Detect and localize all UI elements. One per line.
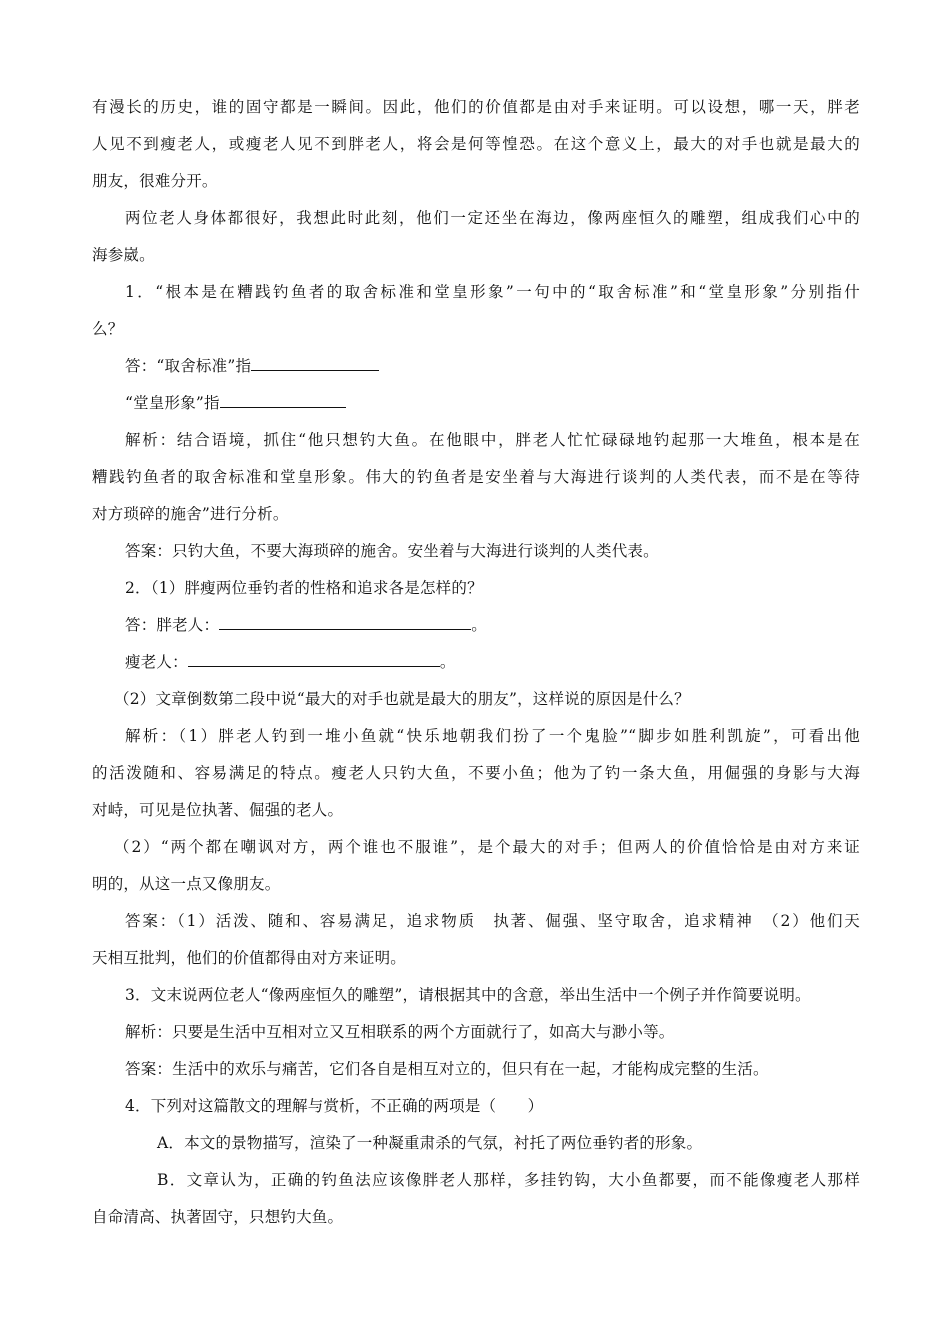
option-b-line: 自命清高、执著固守，只想钓大鱼。 [92, 1208, 344, 1226]
answer-text-line: 答案：（1）活泼、随和、容易满足，追求物质 执著、倔强、坚守取舍，追求精神 （2）他们天 [125, 912, 860, 930]
question-4-line: 4．下列对这篇散文的理解与赏析，不正确的两项是（ ） [125, 1097, 544, 1115]
analysis-line: 解析：结合语境，抓住“他只想钓大鱼。在他眼中，胖老人忙忙碌碌地钓起那一大堆鱼，根本是在 [125, 431, 860, 449]
question-1-line: 1．“根本是在糟践钓鱼者的取舍标准和堂皇形象”一句中的“取舍标准”和“堂皇形象”分别指什 [125, 283, 860, 301]
answer-text-line: 答案：生活中的欢乐与痛苦，它们各自是相互对立的，但只有在一起，才能构成完整的生活。 [125, 1060, 769, 1078]
paragraph-line: 海参崴。 [92, 246, 155, 264]
option-a-line: A．本文的景物描写，渲染了一种凝重肃杀的气氛，衬托了两位垂钓者的形象。 [157, 1134, 703, 1152]
answer-text-line: 答案：只钓大鱼，不要大海琐碎的施舍。安坐着与大海进行谈判的人类代表。 [125, 542, 659, 560]
answer-blank[interactable] [251, 356, 379, 371]
analysis-line: 对方琐碎的施舍”进行分析。 [92, 505, 289, 523]
question-3-line: 3．文末说两位老人“像两座恒久的雕塑”，请根据其中的含意，举出生活中一个例子并作简要说明。 [125, 986, 811, 1004]
question-2-line: 2．（1）胖瘦两位垂钓者的性格和追求各是怎样的？ [125, 579, 483, 597]
question-2-sub-line: （2）文章倒数第二段中说“最大的对手也就是最大的朋友”，这样说的原因是什么？ [114, 690, 690, 708]
answer-blank[interactable] [219, 615, 471, 630]
answer-punct: 。 [471, 616, 487, 634]
analysis-line: 对峙，可见是位执著、倔强的老人。 [92, 801, 344, 819]
answer-text-line: 天相互批判，他们的价值都得由对方来证明。 [92, 949, 407, 967]
analysis-line: 解析：（1）胖老人钓到一堆小鱼就“快乐地朝我们扮了一个鬼脸”“脚步如胜利凯旋”，可看出他 [125, 727, 860, 745]
option-b-line: B．文章认为，正确的钓鱼法应该像胖老人那样，多挂钓钩，大小鱼都要，而不能像瘦老人那样 [157, 1171, 860, 1189]
question-1-line: 么？ [92, 320, 124, 338]
answer-line-shou [125, 652, 456, 672]
paragraph-line: 人见不到瘦老人，或瘦老人见不到胖老人，将会是何等惶恐。在这个意义上，最大的对手也就是最大的 [92, 135, 860, 153]
answer-blank[interactable] [220, 393, 346, 408]
answer-blank[interactable] [188, 652, 440, 667]
analysis-line: 解析：只要是生活中互相对立又互相联系的两个方面就行了，如高大与渺小等。 [125, 1023, 675, 1041]
analysis-line: 糟践钓鱼者的取舍标准和堂皇形象。伟大的钓鱼者是安坐着与大海进行谈判的人类代表，而不是在等待 [92, 468, 860, 486]
answer-line-qushe [125, 356, 379, 376]
analysis-line: （2）“两个都在嘲讽对方，两个谁也不服谁”，是个最大的对手；但两人的价值恰恰是由对方来证 [114, 838, 860, 856]
paragraph-line: 朋友，很难分开。 [92, 172, 218, 190]
answer-label: 答：胖老人： [125, 616, 220, 634]
paragraph-line: 有漫长的历史，谁的固守都是一瞬间。因此，他们的价值都是由对手来证明。可以设想，哪一天，胖老 [92, 98, 860, 116]
analysis-line: 明的，从这一点又像朋友。 [92, 875, 281, 893]
answer-line-tanghuang [125, 393, 346, 413]
answer-line-pang [125, 615, 487, 635]
paragraph-line: 两位老人身体都很好，我想此时此刻，他们一定还坐在海边，像两座恒久的雕塑，组成我们心中的 [125, 209, 860, 227]
answer-label: “堂皇形象”指 [125, 394, 220, 412]
answer-punct: 。 [439, 653, 456, 671]
analysis-line: 的活泼随和、容易满足的特点。瘦老人只钓大鱼，不要小鱼；他为了钓一条大鱼，用倔强的身影与大海 [92, 764, 860, 782]
answer-label: 答：“取舍标准”指 [125, 357, 252, 375]
answer-label: 瘦老人： [125, 653, 188, 671]
